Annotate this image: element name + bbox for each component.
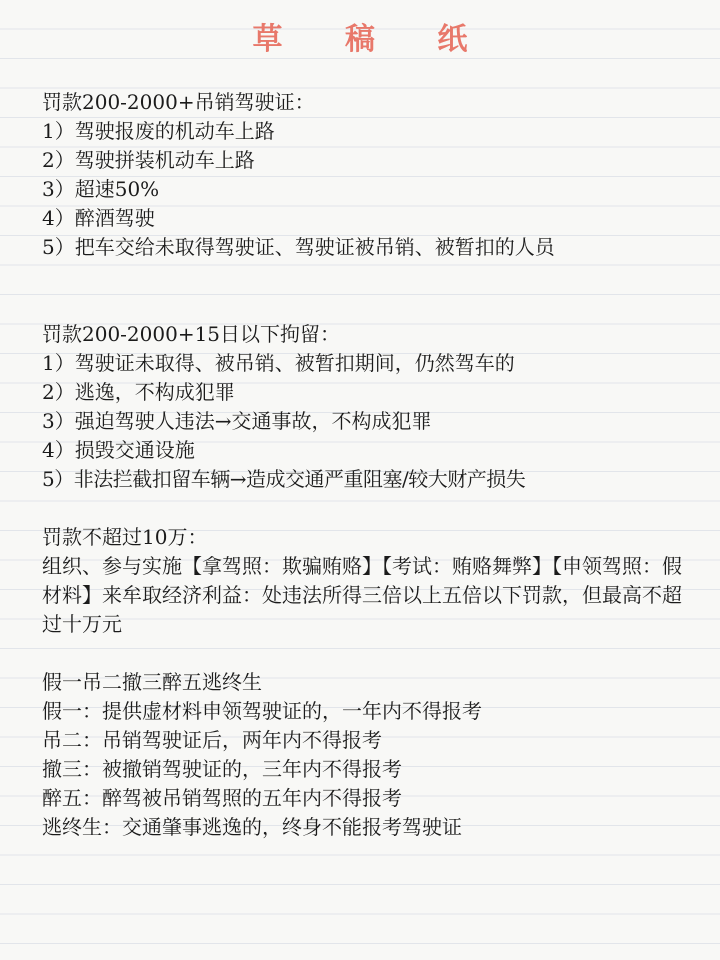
section-detention: [42, 320, 682, 494]
list-item: 逃终生：交通肇事逃逸的，终身不能报考驾驶证: [42, 815, 462, 839]
list-item: 吊二：吊销驾驶证后，两年内不得报考: [42, 728, 382, 752]
list-item: 4）醉酒驾驶: [42, 206, 155, 230]
notes-content: [42, 88, 682, 842]
section-heading: 罚款不超过10万：: [42, 525, 208, 549]
section-heading: 罚款200-2000+15日以下拘留：: [42, 322, 341, 346]
list-item: 1）驾驶报废的机动车上路: [42, 119, 275, 143]
list-item: 醉五：醉驾被吊销驾照的五年内不得报考: [42, 786, 402, 810]
section-paragraph: 组织、参与实施【拿驾照：欺骗贿赂】【考试：贿赂舞弊】【申领驾照：假材料】来牟取经济利益：处违法所得三倍以上五倍以下罚款，但最高不超过十万元: [42, 554, 682, 636]
list-item: 2）逃逸，不构成犯罪: [42, 380, 235, 404]
section-revoke-license: [42, 88, 682, 262]
list-item: 撤三：被撤销驾驶证的，三年内不得报考: [42, 757, 402, 781]
section-heading: 假一吊二撤三醉五逃终生: [42, 670, 262, 694]
section-mnemonic: [42, 668, 682, 842]
list-item: 5）把车交给未取得驾驶证、驾驶证被吊销、被暂扣的人员: [42, 235, 555, 259]
list-item: 5）非法拦截扣留车辆→造成交通严重阻塞/较大财产损失: [42, 467, 526, 491]
section-fine-100k: [42, 523, 682, 639]
section-heading: 罚款200-2000+吊销驾驶证：: [42, 90, 315, 114]
page-title: 草 稿 纸: [252, 22, 494, 57]
list-item: 1）驾驶证未取得、被吊销、被暂扣期间，仍然驾车的: [42, 351, 515, 375]
list-item: 2）驾驶拼装机动车上路: [42, 148, 255, 172]
list-item: 3）强迫驾驶人违法→交通事故，不构成犯罪: [42, 409, 432, 433]
list-item: 假一：提供虚材料申领驾驶证的，一年内不得报考: [42, 699, 482, 723]
list-item: 3）超速50%: [42, 177, 160, 201]
list-item: 4）损毁交通设施: [42, 438, 195, 462]
